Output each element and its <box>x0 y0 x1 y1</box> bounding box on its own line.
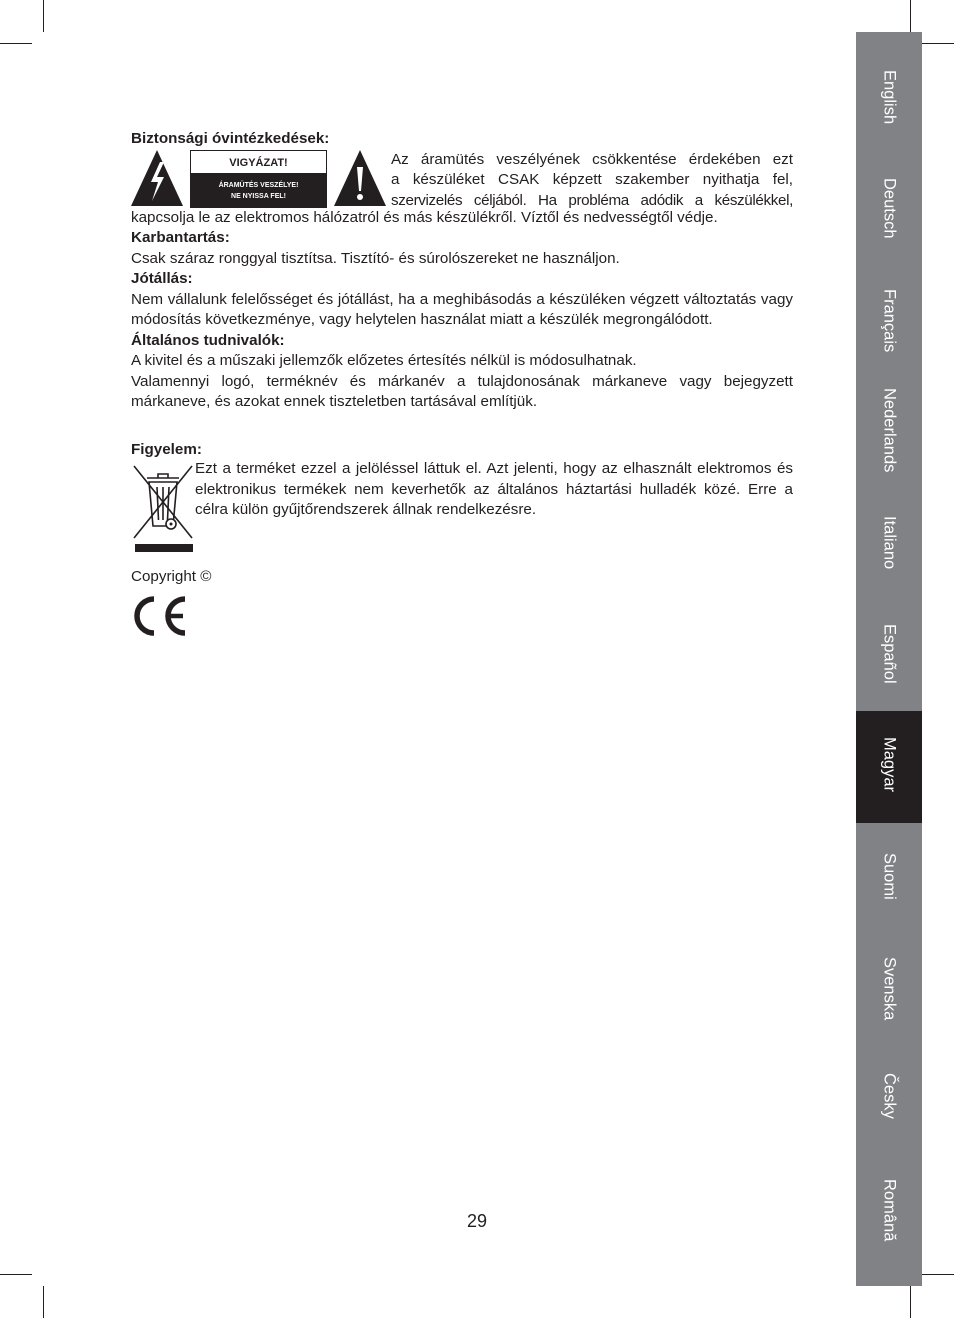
safety-heading: Biztonsági óvintézkedések: <box>131 130 330 147</box>
attention-heading: Figyelem: <box>131 440 202 458</box>
safety-text-continued: kapcsolja le az elektromos hálózatról és más készülékről. Víztől és nedvességtől védje. <box>131 208 718 226</box>
tab-label: Română <box>880 1179 899 1242</box>
tab-magyar[interactable] <box>856 711 922 823</box>
warranty-heading: Jótállás: <box>131 270 193 287</box>
tab-label: Français <box>880 289 899 353</box>
label-line1: ÁRAMÜTÉS VESZÉLYE! <box>218 181 299 189</box>
tab-italiano[interactable] <box>856 480 922 592</box>
maintenance-heading: Karbantartás: <box>131 229 230 246</box>
attention-text: Ezt a terméket ezzel a jelöléssel láttuk el. Azt jelenti, hogy az elhasznált elektromos és elektronikus termékek nem keverhetők az általános háztartási hulladék közé. Erre a célra külön gyűjtőrendszerek állnak rendelkezésre. <box>195 460 793 518</box>
safety-text-line: Az áramütés veszélyének csökkentése érdekében ezt <box>391 150 793 168</box>
safety-text-line: szervizelés céljából. Ha probléma adódik a készülékkel, <box>391 191 793 209</box>
crop-mark <box>922 1274 954 1275</box>
safety-text <box>391 150 793 212</box>
crop-mark <box>43 0 44 32</box>
tab-label: Magyar <box>880 737 899 793</box>
tab-label: Nederlands <box>880 388 899 473</box>
safety-warning-block <box>131 150 793 208</box>
crossed-bin-icon <box>131 462 195 552</box>
tab-english[interactable] <box>856 32 922 144</box>
crop-mark <box>0 43 32 44</box>
page-content <box>131 129 793 638</box>
general-text-1: A kivitel és a műszaki jellemzők előzetes értesítés nélkül is módosulhatnak. <box>131 352 637 369</box>
tab-label: Svenska <box>880 957 899 1021</box>
crop-mark <box>922 43 954 44</box>
warranty-text: Nem vállalunk felelősséget és jótállást, ha a meghibásodás a készüléken végzett változtatás vagy módosítás következménye, vagy helytelen használat miatt a készülék megrongálódott. <box>131 290 793 328</box>
tab-label: Italiano <box>880 516 899 570</box>
language-sidebar <box>856 32 922 1286</box>
crop-mark <box>910 0 911 32</box>
crop-mark <box>43 1286 44 1318</box>
tab-label: Suomi <box>880 853 899 900</box>
general-heading: Általános tudnivalók: <box>131 331 285 349</box>
tab-suomi[interactable] <box>856 823 922 935</box>
page-number: 29 <box>466 1211 488 1231</box>
ce-mark-icon <box>131 594 189 638</box>
tab-espanol[interactable] <box>856 592 922 704</box>
crop-mark <box>910 1286 911 1318</box>
tab-label: Deutsch <box>880 178 899 239</box>
label-title: VIGYÁZAT! <box>229 156 288 169</box>
tab-label: Español <box>880 624 899 684</box>
crop-mark <box>0 1274 32 1275</box>
tab-label: English <box>880 70 899 125</box>
general-text-2: Valamennyi logó, terméknév és márkanév a tulajdonosának márkaneve vagy bejegyzett márkaneve, és azokat ennek tiszteletben tartásával említjük. <box>131 372 793 410</box>
tab-label: Česky <box>880 1073 899 1119</box>
safety-warning-label <box>131 150 386 208</box>
maintenance-text: Csak száraz ronggyal tisztítsa. Tisztító- és súrolószereket ne használjon. <box>131 249 620 267</box>
safety-text-line: a készüléket CSAK képzett szakember nyithatja fel, <box>391 171 793 188</box>
tab-francais[interactable] <box>856 256 922 368</box>
tab-nederlands[interactable] <box>856 368 922 480</box>
copyright-text: Copyright © <box>131 568 212 585</box>
weee-block <box>131 460 793 552</box>
tab-svenska[interactable] <box>856 935 922 1047</box>
tab-deutsch[interactable] <box>856 144 922 256</box>
label-line2: NE NYISSA FEL! <box>231 192 286 200</box>
tab-cesky[interactable] <box>856 1047 922 1159</box>
